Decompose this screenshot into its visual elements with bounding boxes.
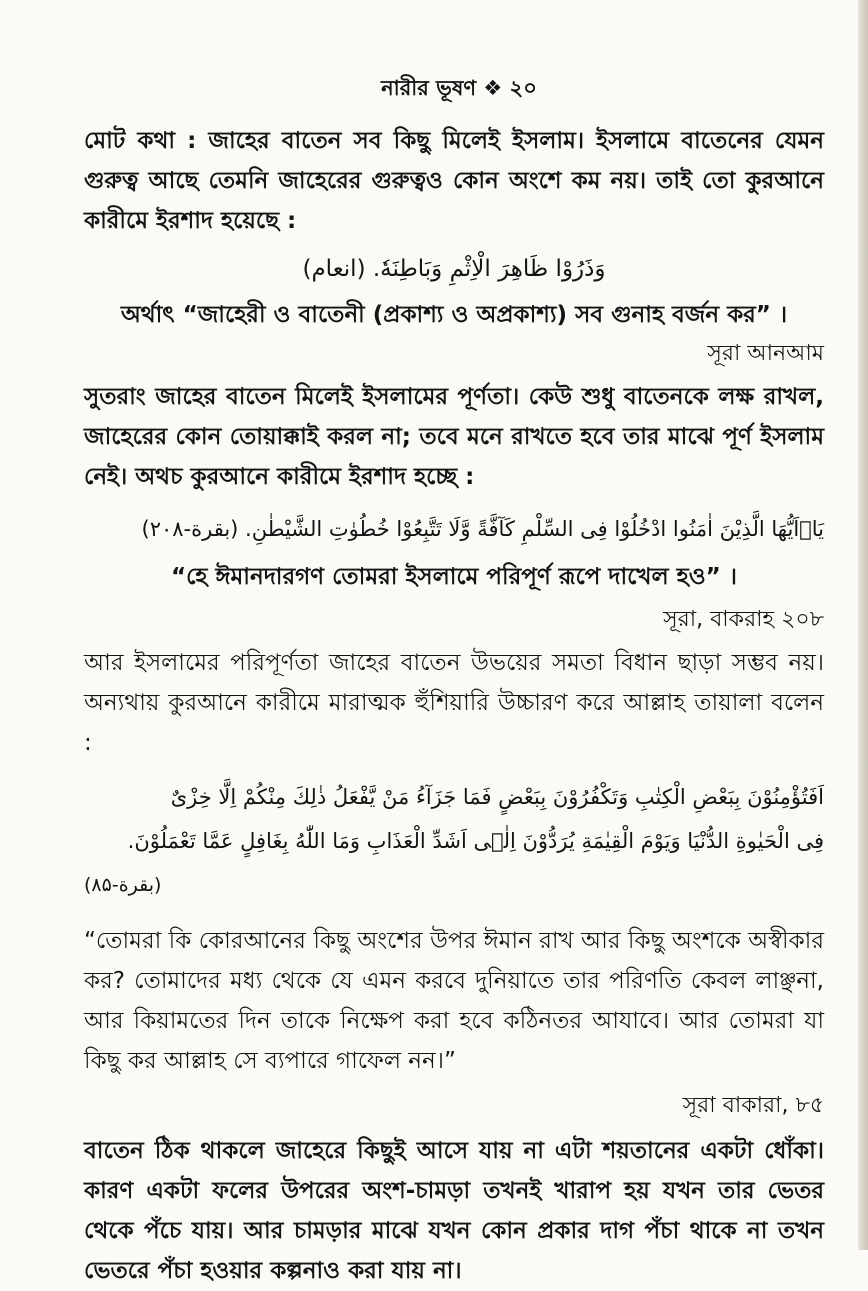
page-header: নারীর ভূষণ ❖ ২০ — [381, 76, 537, 100]
arabic-verse-baqarah-85-ref: (بقرة-۸۵) — [84, 874, 162, 896]
source-baqarah-208: সূরা, বাকরাহ ২০৮ — [663, 607, 824, 632]
arabic-verse-anam: وَذَرُوْا ظَاهِرَ الْاِثْمِ وَبَاطِنَهٗ. (انعام) — [302, 256, 606, 282]
quote-baqarah-208: “হে ঈমানদারগণ তোমরা ইসলামে পরিপূর্ণ রূপে দাখেল হও” । — [170, 564, 738, 590]
arabic-verse-baqarah-85-line-2: فِى الْحَيٰوةِ الدُّنْيَا وَيَوْمَ الْقِيٰمَةِ يُرَدُّوْنَ اِلٰۤى اَشَدِّ الْعَذَابِ وَمَا اللّٰهُ بِغَافِلٍ عَمَّا تَعْمَلُوْنَ. — [127, 829, 824, 853]
paragraph-2: সুতরাং জাহের বাতেন মিলেই ইসলামের পূর্ণতা। কেউ শুধু বাতেনকে লক্ষ রাখল, জাহেরের কোন তোয়াক্কাই করল না; তবে মনে রাখতে হবে তার মাঝে পূর্ণ ইসলাম নেই। অথচ কুরআনে কারীমে ইরশাদ হচ্ছে : — [84, 384, 824, 490]
arabic-verse-baqarah-208: يَاۤاَيُّهَا الَّذِيْنَ اٰمَنُوا ادْخُلُوْا فِى السِّلْمِ كَآفَّةً وَّلَا تَتَّبِعُوْا خُطُوٰتِ الشَّيْطٰنِ. (بقرة-۲۰۸) — [141, 517, 824, 541]
source-anam: সূরা আনআম — [707, 341, 824, 366]
quote-anam: অর্থাৎ “জাহেরী ও বাতেনী (প্রকাশ্য ও অপ্রকাশ্য) সব গুনাহ বর্জন কর” । — [120, 302, 788, 328]
paragraph-1: মোট কথা : জাহের বাতেন সব কিছু মিলেই ইসলাম। ইসলামে বাতেনের যেমন গুরুত্ব আছে তেমনি জাহেরের গুরুত্বও কোন অংশে কম নয়। তাই তো কুরআনে কারীমে ইরশাদ হয়েছে : — [84, 128, 824, 234]
arabic-verse-baqarah-85-line-1: اَفَتُؤْمِنُوْنَ بِبَعْضِ الْكِتٰبِ وَتَكْفُرُوْنَ بِبَعْضٍ فَمَا جَزَآءُ مَنْ يَّفْعَلُ ذٰلِكَ مِنْكُمْ اِلَّا خِزْىٌ — [170, 785, 824, 809]
quote-baqarah-85: “তোমরা কি কোরআনের কিছু অংশের উপর ঈমান রাখ আর কিছু অংশকে অস্বীকার কর? তোমাদের মধ্য থেকে যে এমন করবে দুনিয়াতে তার পরিণতি কেবল লাঞ্ছনা, আর কিয়ামতের দিন তাকে নিক্ষেপ করা হবে কঠিনতর আযাবে। আর তোমরা যা কিছু কর আল্লাহ সে ব্যপারে গাফেল নন।” — [84, 928, 824, 1074]
paragraph-3: আর ইসলামের পরিপূর্ণতা জাহের বাতেন উভয়ের সমতা বিধান ছাড়া সম্ভব নয়। অন্যথায় কুরআনে কারীমে মারাত্মক হুঁশিয়ারি উচ্চারণ করে আল্লাহ তায়ালা বলেন : — [84, 650, 824, 756]
page-spine-edge — [858, 0, 868, 1250]
paragraph-4: বাতেন ঠিক থাকলে জাহেরে কিছুই আসে যায় না এটা শয়তানের একটা ধোঁকা। কারণ একটা ফলের উপরের অংশ-চামড়া তখনই খারাপ হয় যখন তার ভেতর থেকে পঁচে যায়। আর চামড়ার মাঝে যখন কোন প্রকার দাগ পঁচা থাকে না তখন ভেতরে পঁচা হওয়ার কল্পনাও করা যায় না। — [84, 1138, 824, 1284]
source-baqarah-85: সূরা বাকারা, ৮৫ — [682, 1093, 824, 1118]
